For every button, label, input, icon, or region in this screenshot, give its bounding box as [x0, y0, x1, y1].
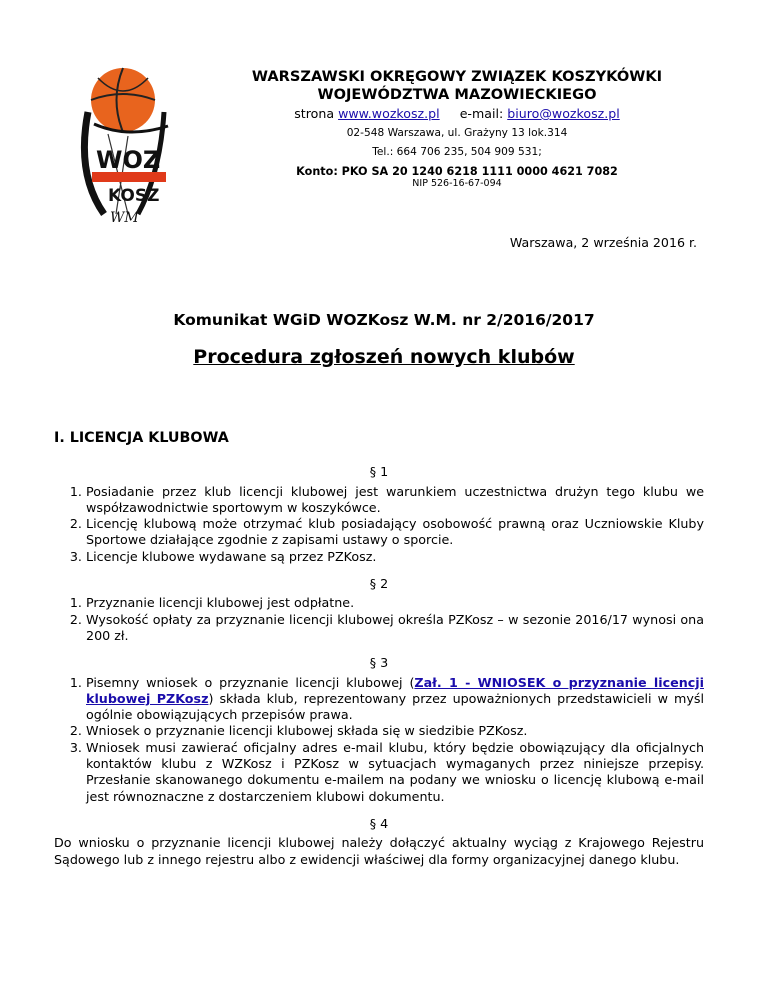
list-item	[86, 675, 704, 724]
address: 02-548 Warszawa, ul. Grażyny 13 lok.314	[346, 127, 568, 139]
komunikat-heading: Komunikat WGiD WOZKosz W.M. nr 2/2016/2017	[173, 311, 595, 329]
phone: Tel.: 664 706 235, 504 909 531;	[372, 146, 542, 158]
paragraph-2-list	[54, 595, 704, 644]
list-item: 2. Licencję klubową może otrzymać klub posiadający osobowość prawną oraz Uczniowskie Kluby Sportowe działające zgodnie z zapisami ustawy o sporcie.	[86, 516, 704, 549]
wozkosz-logo	[68, 64, 228, 229]
paragraph-1-list	[54, 484, 704, 565]
list-item: 1. Przyznanie licencji klubowej jest odpłatne.	[86, 595, 704, 611]
item-text: Pisemny wniosek o przyznanie licencji klubowej (	[86, 674, 415, 690]
paragraph-sign-2: § 2	[369, 576, 389, 592]
letterhead	[222, 68, 692, 189]
application-form-link[interactable]: Zał. 1 - WNIOSEK o przyznanie licencji klubowej PZKosz	[86, 674, 704, 706]
paragraph-sign-4: § 4	[369, 815, 389, 831]
document-title: Procedura zgłoszeń nowych klubów	[193, 346, 575, 368]
basketball-icon	[91, 68, 155, 132]
site-link[interactable]: www.wozkosz.pl	[338, 106, 440, 121]
logo-text-woz: WOZ	[96, 146, 161, 174]
logo-text-kosz: KOSZ	[108, 186, 160, 206]
list-item: 2. Wniosek o przyznanie licencji klubowej składa się w siedzibie PZKosz.	[86, 723, 704, 739]
contact-line	[222, 106, 692, 121]
org-name-line1: WARSZAWSKI OKRĘGOWY ZWIĄZEK KOSZYKÓWKI	[251, 68, 663, 85]
paragraph-sign-3: § 3	[369, 655, 389, 671]
site-label: strona	[294, 106, 335, 121]
list-item: 3. Wniosek musi zawierać oficjalny adres e-mail klubu, który będzie obowiązujący dla oficjalnych kontaktów klubu z WZKosz i PZKosz w sytuacjach wymaganych przez niniejsze przepisy. Przesłanie skanowanego dokumentu e-mailem na podany we wniosku o licencję klubową e-mail jest równoznaczne z dostarczeniem klubowi dokumentu.	[86, 740, 704, 805]
logo-text-wm: WM	[110, 210, 139, 226]
section-heading: I. LICENCJA KLUBOWA	[54, 430, 229, 446]
date-line: Warszawa, 2 września 2016 r.	[509, 235, 697, 250]
nip: NIP 526-16-67-094	[412, 178, 502, 189]
bank-account: Konto: PKO SA 20 1240 6218 1111 0000 4621 7082	[296, 165, 618, 178]
paragraph-4-text: Do wniosku o przyznanie licencji klubowej należy dołączyć aktualny wyciąg z Krajowego Rejestru Sądowego lub z innego rejestru albo z ewidencji właściwej dla formy organizacyjnej danego klubu.	[54, 835, 704, 867]
list-item: 2. Wysokość opłaty za przyznanie licencji klubowej określa PZKosz – w sezonie 2016/17 wynosi ona 200 zł.	[86, 612, 704, 645]
document-body	[54, 430, 704, 868]
item-text: ) składa klub, reprezentowany przez upoważnionych przedstawicieli w myśl ogólnie obowiązujących przepisów prawa.	[86, 690, 704, 723]
email-label: e-mail:	[459, 106, 504, 121]
paragraph-sign-1: § 1	[369, 464, 389, 480]
list-item: 3. Licencje klubowe wydawane są przez PZKosz.	[86, 549, 704, 565]
email-link[interactable]: biuro@wozkosz.pl	[507, 106, 620, 121]
list-item: 1. Posiadanie przez klub licencji klubowej jest warunkiem uczestnictwa drużyn tego klubu we współzawodnictwie sportowym w koszykówce.	[86, 484, 704, 517]
org-name-line2: WOJEWÓDZTWA MAZOWIECKIEGO	[317, 86, 597, 103]
paragraph-3-list	[54, 675, 704, 805]
